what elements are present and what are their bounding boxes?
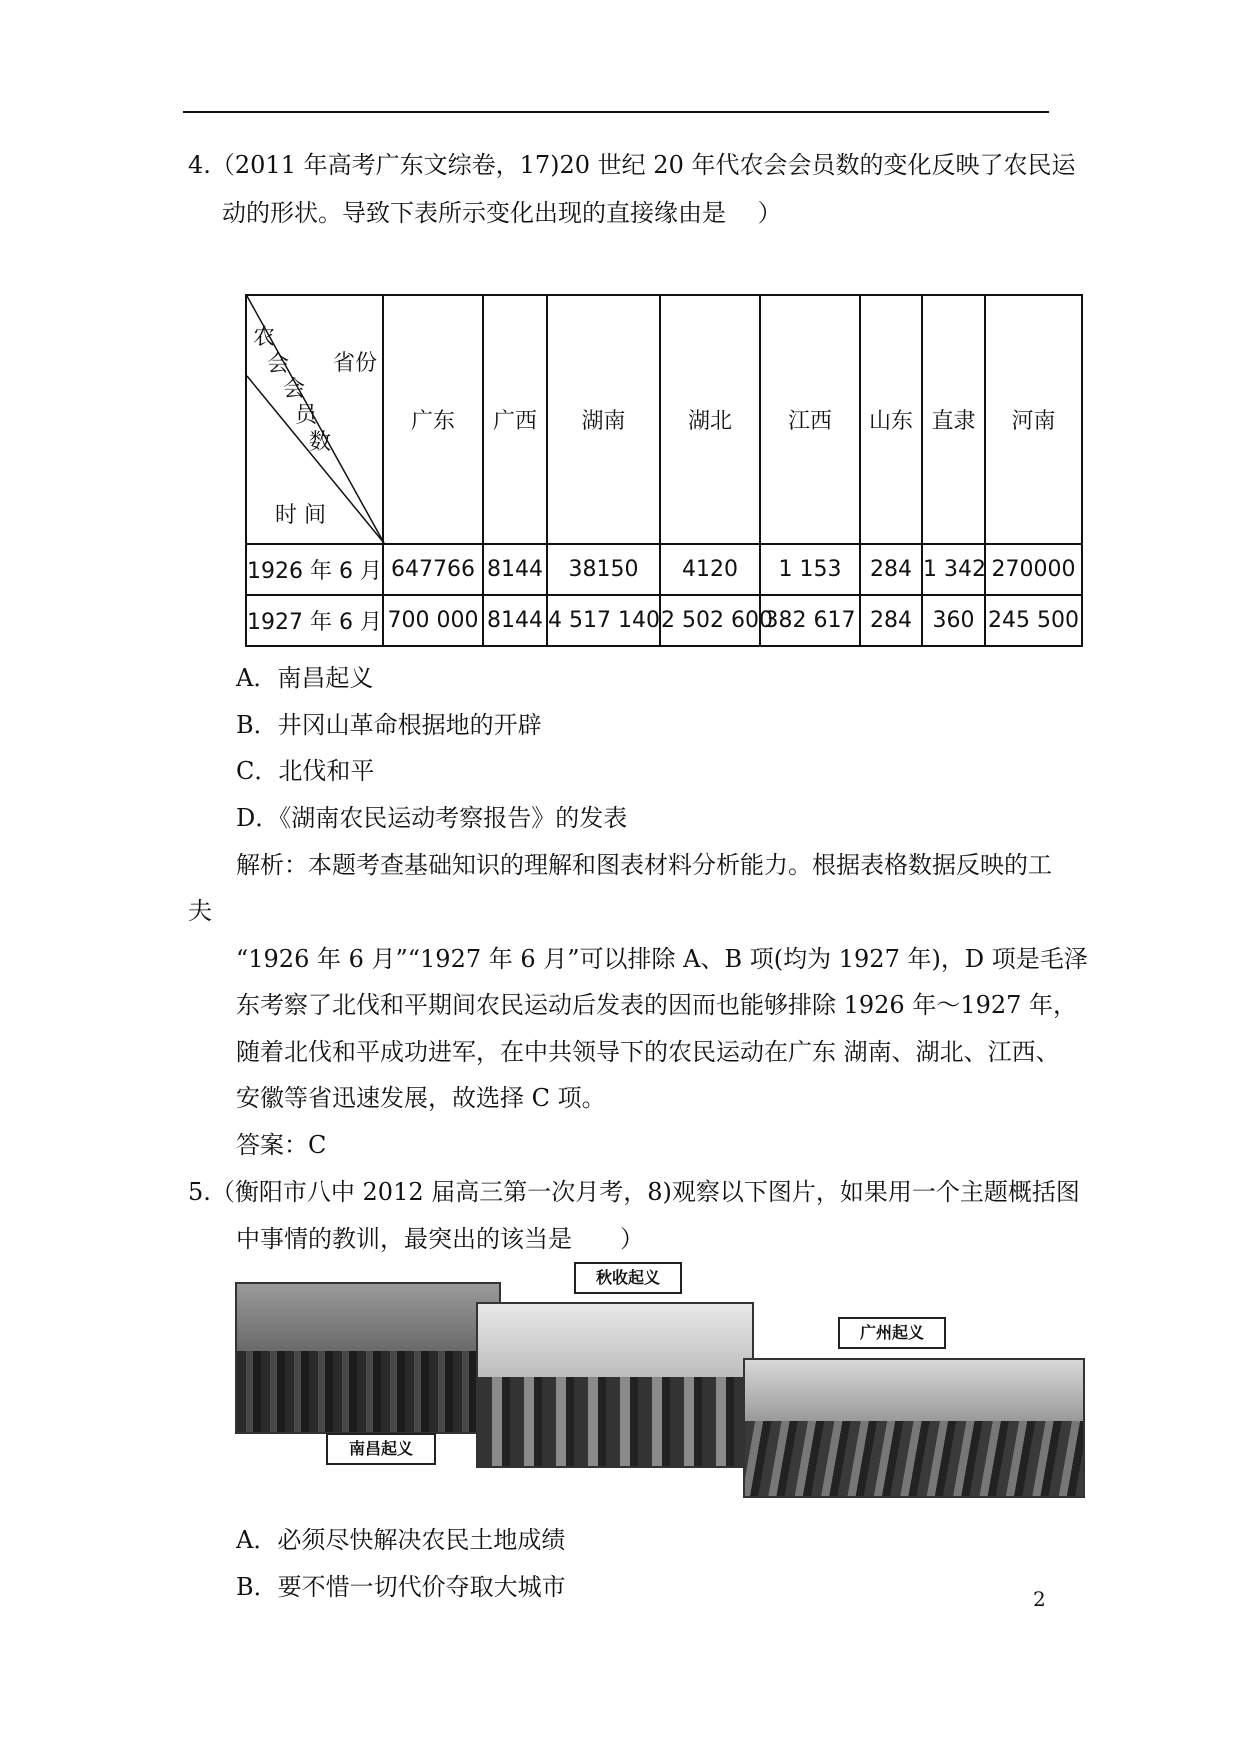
corner-char-2: 会	[267, 352, 290, 377]
analysis-line-1: 解析：本题考查基础知识的理解和图表材料分析能力。根据表格数据反映的工	[236, 851, 1052, 879]
cell-value: 8144	[483, 544, 547, 595]
guangzhou-uprising-photo	[743, 1358, 1085, 1498]
row-time: 1927 年 6 月	[246, 595, 383, 646]
analysis-answer: 答案：C	[236, 1131, 327, 1159]
cell-value: 700 000	[383, 595, 483, 646]
nanchang-label: 南昌起义	[326, 1433, 436, 1465]
corner-char-5: 数	[309, 430, 332, 455]
analysis-line-2: 夫	[188, 897, 212, 925]
corner-char-1: 农	[253, 325, 276, 350]
table-row	[246, 544, 1082, 595]
guangzhou-label: 广州起义	[838, 1317, 946, 1349]
corner-province-label: 省份	[333, 351, 378, 376]
cell-value: 284	[860, 595, 922, 646]
header-province: 湖北	[660, 295, 760, 544]
cell-value: 4 517 140	[547, 595, 660, 646]
row-time: 1926 年 6 月	[246, 544, 383, 595]
cell-value: 1 153	[760, 544, 860, 595]
peasant-association-table	[245, 294, 1083, 647]
nanchang-uprising-photo	[235, 1282, 501, 1434]
q4-option-b: B．井冈山革命根据地的开辟	[236, 711, 542, 739]
q4-option-c: C．北伐和平	[236, 757, 375, 785]
table-corner-header	[246, 295, 383, 544]
cell-value: 245 500	[985, 595, 1082, 646]
cell-value: 38150	[547, 544, 660, 595]
qiushou-label: 秋收起义	[574, 1262, 682, 1294]
analysis-line-5: 随着北伐和平成功进军，在中共领导下的农民运动在广东 湖南、湖北、江西、	[236, 1038, 1060, 1066]
table-row	[246, 595, 1082, 646]
header-province: 河南	[985, 295, 1082, 544]
qiushou-uprising-photo	[476, 1302, 754, 1468]
q4-option-a: A．南昌起义	[236, 664, 374, 692]
header-province: 直隶	[922, 295, 985, 544]
cell-value: 284	[860, 544, 922, 595]
page-number: 2	[1033, 1587, 1046, 1611]
question-4-line-2: 动的形状。导致下表所示变化出现的直接缘由是 ）	[222, 199, 782, 227]
corner-char-3: 会	[283, 377, 306, 402]
corner-time-label: 时 间	[275, 503, 326, 528]
cell-value: 1 342	[922, 544, 985, 595]
header-province: 湖南	[547, 295, 660, 544]
analysis-line-4: 东考察了北伐和平期间农民运动后发表的因而也能够排除 1926 年～1927 年，	[236, 991, 1078, 1019]
cell-value: 360	[922, 595, 985, 646]
header-province: 广东	[383, 295, 483, 544]
cell-value: 270000	[985, 544, 1082, 595]
question-5-line-2: 中事情的教训，最突出的该当是 ）	[236, 1225, 644, 1253]
q5-option-b: B．要不惜一切代价夺取大城市	[236, 1573, 566, 1601]
q5-option-a: A．必须尽快解决农民土地成绩	[236, 1526, 566, 1554]
q4-option-d: D．《湖南农民运动考察报告》的发表	[236, 804, 628, 832]
question-5-line-1: 5.（衡阳市八中 2012 届高三第一次月考，8)观察以下图片，如果用一个主题概括图	[188, 1178, 1080, 1206]
cell-value: 382 617	[760, 595, 860, 646]
cell-value: 2 502 600	[660, 595, 760, 646]
cell-value: 647766	[383, 544, 483, 595]
cell-value: 8144	[483, 595, 547, 646]
corner-char-4: 员	[295, 403, 318, 428]
header-province: 广西	[483, 295, 547, 544]
cell-value: 4120	[660, 544, 760, 595]
header-province: 江西	[760, 295, 860, 544]
analysis-line-3: “1926 年 6 月”“1927 年 6 月”可以排除 A、B 项(均为 1927 年)，D 项是毛泽	[236, 945, 1088, 973]
header-rule	[183, 111, 1049, 113]
question-4-line-1: 4.（2011 年高考广东文综卷，17)20 世纪 20 年代农会会员数的变化反映了农民运	[188, 151, 1076, 179]
header-province: 山东	[860, 295, 922, 544]
analysis-line-6: 安徽等省迅速发展，故选择 C 项。	[236, 1084, 606, 1112]
uprising-photo-collage	[235, 1262, 1085, 1496]
